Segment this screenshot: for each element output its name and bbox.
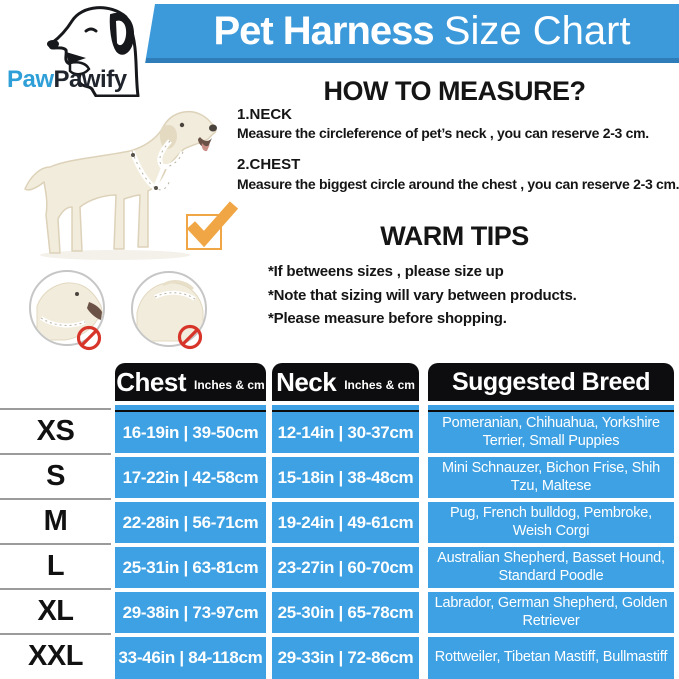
neck-header-units: Inches & cm xyxy=(344,378,415,392)
breed-cell: Labrador, German Shepherd, Golden Retriever xyxy=(428,592,674,633)
neck-cell: 25-30in | 65-78cm xyxy=(272,592,419,633)
step-chest-label: 2.CHEST xyxy=(237,156,301,173)
breed-cell: Pug, French bulldog, Pembroke, Weish Corgi xyxy=(428,502,674,543)
brand-name-pawify: Pawify xyxy=(53,66,127,93)
breed-header-label: Suggested Breed xyxy=(451,367,651,396)
chest-cell: 16-19in | 39-50cm xyxy=(115,412,266,453)
chest-cell: 33-46in | 84-118cm xyxy=(115,637,266,679)
chest-cell: 25-31in | 63-81cm xyxy=(115,547,266,588)
size-table xyxy=(0,363,674,679)
how-to-measure-heading: HOW TO MEASURE? xyxy=(323,76,586,106)
breed-cell: Australian Shepherd, Basset Hound, Standard Poodle xyxy=(428,547,674,588)
size-label-column xyxy=(0,363,111,679)
neck-column-header xyxy=(272,363,419,401)
page-title-light: Size Chart xyxy=(443,9,631,53)
neck-column xyxy=(272,363,419,679)
breed-column-header xyxy=(428,363,674,401)
size-label: M xyxy=(0,498,111,543)
warm-tip: *If betweens sizes , please size up xyxy=(268,263,504,280)
chest-header-units: Inches & cm xyxy=(194,378,265,392)
brand-name-paw: Paw xyxy=(7,66,54,93)
neck-cell: 19-24in | 49-61cm xyxy=(272,502,419,543)
brand-name xyxy=(7,66,127,94)
neck-cell: 12-14in | 30-37cm xyxy=(272,412,419,453)
breed-cell: Mini Schnauzer, Bichon Frise, Shih Tzu, Maltese xyxy=(428,457,674,498)
chest-column-header xyxy=(115,363,266,401)
warm-tip: *Note that sizing will vary between products. xyxy=(268,287,577,304)
breed-cell: Rottweiler, Tibetan Mastiff, Bullmastiff xyxy=(428,637,674,679)
page-title xyxy=(172,9,672,54)
page-title-bold: Pet Harness xyxy=(213,9,434,53)
column-accent-strip xyxy=(272,405,419,412)
breed-cell: Pomeranian, Chihuahua, Yorkshire Terrier, Small Puppies xyxy=(428,412,674,453)
step-neck-text: Measure the circleference of pet’s neck , you can reserve 2-3 cm. xyxy=(237,125,649,141)
chest-header-label: Chest xyxy=(116,366,187,397)
column-accent-strip xyxy=(428,405,674,412)
size-label: XS xyxy=(0,408,111,453)
size-label: XXL xyxy=(0,633,111,678)
neck-header-label: Neck xyxy=(276,366,337,397)
step-neck-label: 1.NECK xyxy=(237,106,293,123)
neck-cell: 23-27in | 60-70cm xyxy=(272,547,419,588)
prohibition-icon xyxy=(76,325,102,351)
size-label: L xyxy=(0,543,111,588)
chest-cell: 29-38in | 73-97cm xyxy=(115,592,266,633)
title-banner-shadow-strip xyxy=(145,58,679,63)
size-label: XL xyxy=(0,588,111,633)
breed-column xyxy=(428,363,674,679)
size-label: S xyxy=(0,453,111,498)
chest-cell: 17-22in | 42-58cm xyxy=(115,457,266,498)
neck-cell: 15-18in | 38-48cm xyxy=(272,457,419,498)
neck-cell: 29-33in | 72-86cm xyxy=(272,637,419,679)
column-accent-strip xyxy=(115,405,266,412)
step-chest-text: Measure the biggest circle around the chest , you can reserve 2-3 cm. xyxy=(237,176,679,192)
chest-column xyxy=(115,363,266,679)
warm-tip: *Please measure before shopping. xyxy=(268,310,507,327)
chest-cell: 22-28in | 56-71cm xyxy=(115,502,266,543)
prohibition-icon xyxy=(177,324,203,350)
warm-tips-heading: WARM TIPS xyxy=(380,221,529,251)
